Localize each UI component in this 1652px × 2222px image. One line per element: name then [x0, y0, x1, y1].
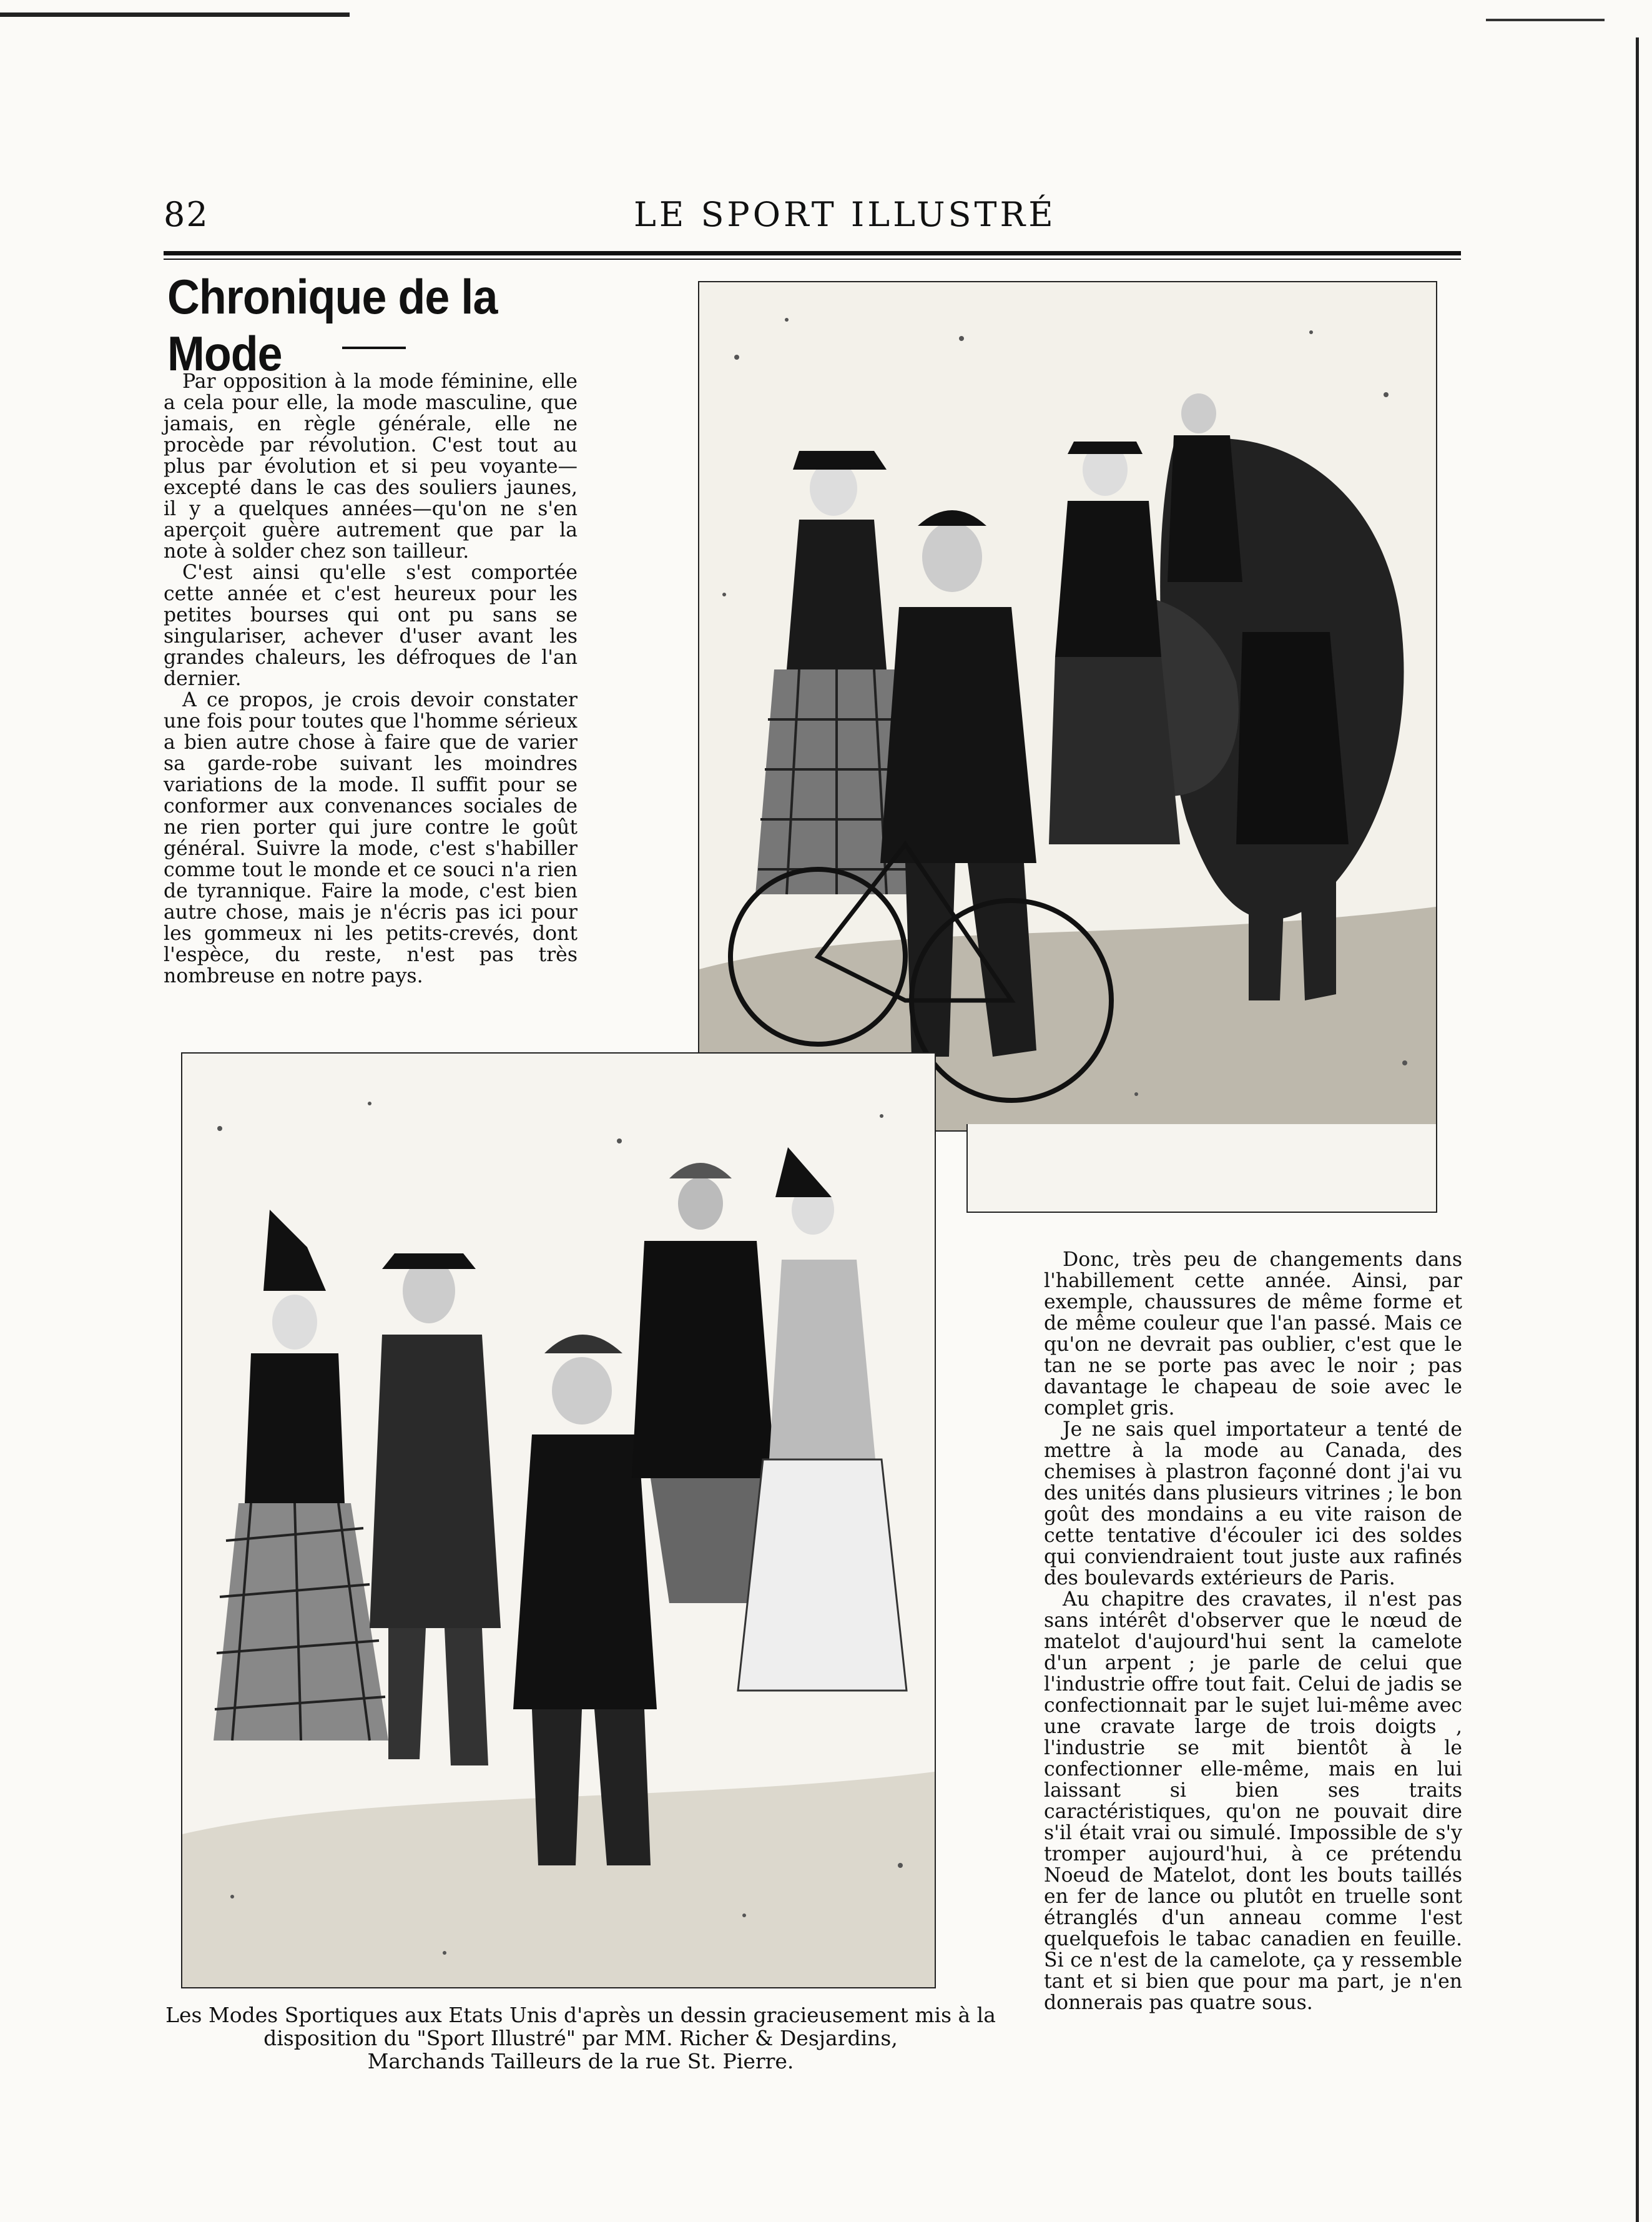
title-separator	[342, 347, 406, 349]
caption-line: Marchands Tailleurs de la rue St. Pierre.	[367, 2049, 794, 2073]
illustration-caption	[156, 2003, 1005, 2073]
fashion-group-illustration	[181, 1052, 936, 1988]
paragraph: Au chapitre des cravates, il n'est pas sans intérêt d'observer que le nœud de matelot d'aujourd'hui sent la camelote d'un arpent ; je parle de celui que l'industrie offre tout fait. Celui de jadis se confectionnait par le sujet lui-même avec une cravate large de trois doigts , l'industrie se mit bientôt à le confectionner elle-même, mais en lui laissant si bien ses traits caractéristiques, qu'on ne pouvait dire s'il était vrai ou simulé. Impossible de s'y tromper aujourd'hui, à ce prétendu Noeud de Matelot, dont les bouts taillés en fer de lance ou plutôt en truelle sont étranglés d'un anneau comme l'est quelquefois le tabac canadien en feuille. Si ce n'est de la camelote, ça y ressemble tant et si bien que pour ma part, je n'en donnerais pas quatre sous.	[1044, 1588, 1462, 2014]
print-margin-mark	[0, 12, 350, 17]
paragraph: C'est ainsi qu'elle s'est comportée cette année et c'est heureux pour les petites bourses qui ont pu sans se singulariser, achever d'user avant les grandes chaleurs, les défroques de l'an dernier.	[164, 561, 578, 690]
article-title: Chronique de la Mode	[167, 269, 498, 381]
caption-line: Les Modes Sportiques aux Etats Unis d'après un dessin gracieusement mis à la	[165, 2003, 996, 2027]
cyclists-illustration	[698, 281, 1437, 1132]
paragraph: Donc, très peu de changements dans l'habillement cette année. Ainsi, par exemple, chaussures de même forme et de même couleur que l'an passé. Mais ce qu'on ne devrait pas oublier, c'est que le tan ne se porte pas avec le noir ; pas davantage le chapeau de soie avec le complet gris.	[1044, 1248, 1462, 1420]
paragraph: Je ne sais quel importateur a tenté de mettre à la mode au Canada, des chemises à plastron façonné dont j'ai vu des unités dans plusieurs vitrines ; le bon goût des mondains a eu vite raison de cette tentative d'écouler ici des soldes qui conviendraient tout juste aux rafinés des boulevards extérieurs de Paris.	[1044, 1418, 1462, 1589]
print-margin-mark	[1486, 19, 1605, 21]
page-edge-line	[1636, 37, 1639, 2222]
paragraph: Par opposition à la mode féminine, elle a cela pour elle, la mode masculine, que jamais, en règle générale, elle ne procède par révolution. C'est tout au plus par évolution et si peu voyante—excepté dans le cas des souliers jaunes, il y a quelques années—qu'on ne s'en aperçoit guère autrement que par la note à solder chez son tailleur.	[164, 370, 578, 563]
page-number: 82	[164, 195, 209, 234]
header-rule	[164, 251, 1461, 255]
header-rule-thin	[164, 259, 1461, 260]
paragraph: A ce propos, je crois devoir constater une fois pour toutes que l'homme sérieux a bien autre chose à faire que de varier sa garde-robe suivant les moindres variations de la mode. Il suffit pour se conformer aux convenances sociales de ne rien porter qui jure contre le goût général. Suivre la mode, c'est s'habiller comme tout le monde et ce souci n'a rien de tyrannique. Faire la mode, c'est bien autre chose, mais je n'écris pas ici pour les gommeux ni les petits-crevés, dont l'espèce, du reste, n'est pas très nombreuse en notre pays.	[164, 689, 578, 987]
article-column-right	[1044, 1249, 1462, 2013]
cyclists-illustration-extension	[966, 1124, 1437, 1213]
article-column-left	[164, 371, 578, 987]
running-title: LE SPORT ILLUSTRÉ	[634, 195, 1056, 234]
caption-line: disposition du "Sport Illustré" par MM. Richer & Desjardins,	[263, 2026, 898, 2050]
